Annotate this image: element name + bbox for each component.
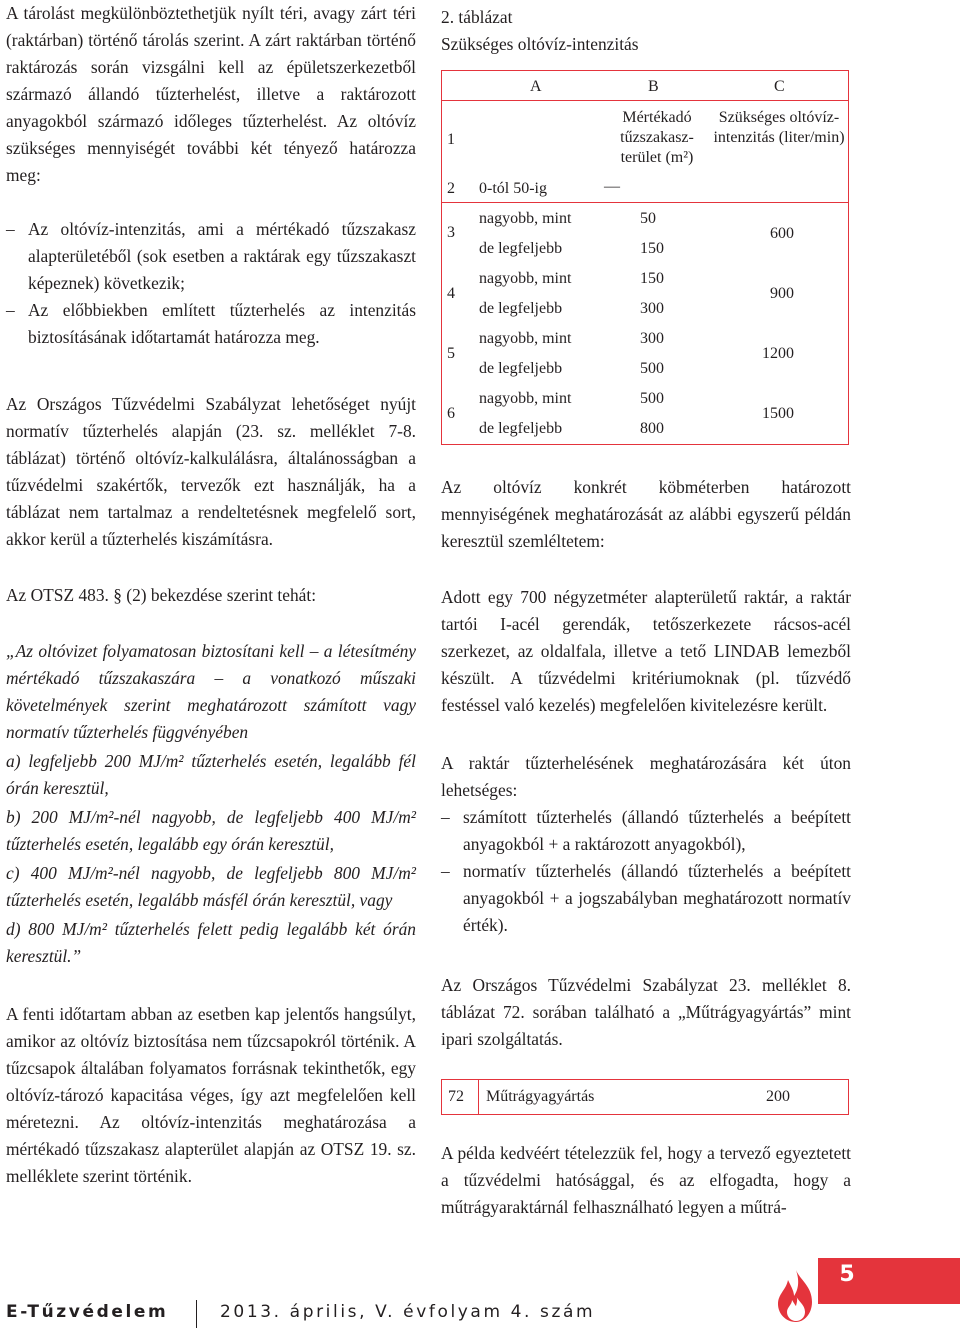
- quote-item-d: d) 800 MJ/m² tűzterhelés felett pedig legalább két órán keresztül.”: [6, 919, 416, 966]
- list-item: – számított tűzterhelés (állandó tűzterhelés a beépített anyagokból + a raktározott anyagokból),: [441, 804, 851, 858]
- header-area: Mértékadó tűzszakasz-terület (m²): [620, 109, 694, 166]
- quote-item-a: a) legfeljebb 200 MJ/m² tűzterhelés esetén, legalább fél órán keresztül,: [6, 751, 416, 798]
- row-number: 2: [447, 180, 455, 197]
- header-intensity: Szükséges oltóvíz-intenzitás (liter/min): [713, 109, 845, 146]
- otsz-row-paragraph: Az Országos Tűzvédelmi Szabályzat 23. melléklet 8. táblázat 72. sorában található a „Műtrágyagyártás” mint ipari szolgáltatás.: [441, 975, 851, 1049]
- column-letter-a: A: [530, 78, 542, 95]
- row-number: 5: [447, 345, 455, 362]
- page-number: 5: [839, 1262, 855, 1287]
- row-intensity: 600: [770, 225, 794, 242]
- quote-item-c: c) 400 MJ/m²-nél nagyobb, de legfeljebb 800 MJ/m² tűzterhelés esetén, legalább másfél órán keresztül, vagy: [6, 863, 416, 910]
- row-intensity: 1200: [762, 345, 794, 362]
- otsz-paragraph: Az Országos Tűzvédelmi Szabályzat lehetőséget nyújt normatív tűzterhelés alapján (23. sz. melléklet 7-8. táblázat) történő oltóvíz-kalkulálásra, általánosságban a tűzvédelmi szakértők, tervezők ezt használják, ha a táblázat nem tartalmaz a rendeltetésnek megfelelő sort, akkor kerül a tűzterhelés kiszámításra.: [6, 394, 416, 549]
- column-letter-b: B: [648, 78, 659, 95]
- footer-divider: [196, 1300, 197, 1328]
- row-area: —: [604, 178, 620, 195]
- row-upper-label: de legfeljebb: [479, 300, 563, 317]
- row-lower-value: 300: [640, 330, 664, 347]
- row-lower-label: nagyobb, mint: [479, 330, 572, 347]
- page-footer: [6, 1300, 766, 1330]
- example-paragraph: Adott egy 700 négyzetméter alapterületű raktár, a raktár tartói I-acél gerendák, tetőszerkezete rácsos-acél szerkezet, az oldalfala, illetve a tető LINDAB lemezből készült. A tűzvédelmi kritériumoknak (pl. tűzvédő festéssel való kezelés) megfelelően kivitelezésre került.: [441, 587, 851, 715]
- row-upper-label: de legfeljebb: [479, 240, 563, 257]
- assumption-paragraph: A példa kedvéért tételezzük fel, hogy a tervező egyeztetett a tűzvédelmi hatósággal, és az elfogadta, hogy a műtrágyaraktárnál felhasználható legyen a műtrá-: [441, 1143, 851, 1217]
- row-upper-value: 500: [640, 360, 664, 377]
- row-number: 4: [447, 285, 455, 302]
- issue-info: 2013. április, V. évfolyam 4. szám: [220, 1302, 596, 1322]
- factor-list: [6, 216, 416, 351]
- row-lower-value: 150: [640, 270, 664, 287]
- row-number: 6: [447, 405, 455, 422]
- list-item: – Az előbbiekben említett tűzterhelés az intenzitás biztosításának időtartamát határozza meg.: [6, 297, 416, 351]
- row-lower-value: 500: [640, 390, 664, 407]
- row-upper-value: 150: [640, 240, 664, 257]
- table-number: 2. táblázat: [441, 7, 513, 27]
- table-caption: [441, 4, 639, 58]
- quote-intro: „Az oltóvizet folyamatosan biztosítani kell – a létesítmény mértékadó tűzszakaszára – a vonatkozó műszaki követelmények szerint meghatározott számított vagy normatív tűzterhelés függvényében: [6, 641, 416, 742]
- row-intensity: 1500: [762, 405, 794, 422]
- column-letter-c: C: [774, 78, 785, 95]
- table-row-name: Műtrágyagyártás: [486, 1088, 595, 1105]
- otsz-reference: Az OTSZ 483. § (2) bekezdése szerint tehát:: [6, 585, 317, 605]
- quote-block: [6, 638, 416, 970]
- row-upper-value: 300: [640, 300, 664, 317]
- magazine-brand: E-Tűzvédelem: [6, 1302, 169, 1322]
- normative-table: [441, 1079, 849, 1115]
- quote-item-b: b) 200 MJ/m²-nél nagyobb, de legfeljebb 400 MJ/m² tűzterhelés esetén, legalább egy órán keresztül,: [6, 807, 416, 854]
- row-lower-label: nagyobb, mint: [479, 390, 572, 407]
- example-intro: Az oltóvíz konkrét köbméterben határozott mennyiségének meghatározását az alábbi egyszerű példán keresztül szemléltetem:: [441, 477, 851, 551]
- flame-icon: [772, 1268, 820, 1324]
- list-item: – Az oltóvíz-intenzitás, ami a mértékadó tűzszakasz alapterületéből (sok esetben a raktárak egy tűzszakaszt képeznek) következik;: [6, 216, 416, 297]
- table-row-value: 200: [766, 1088, 790, 1105]
- row-upper-label: de legfeljebb: [479, 360, 563, 377]
- list-item: – normatív tűzterhelés (állandó tűzterhelés a beépített anyagokból + a jogszabályban meghatározott normatív érték).: [441, 858, 851, 939]
- row-number: 1: [447, 131, 455, 148]
- row-number: 3: [447, 224, 455, 241]
- row-upper-value: 800: [640, 420, 664, 437]
- table-title: Szükséges oltóvíz-intenzitás: [441, 34, 639, 54]
- duration-paragraph: A fenti időtartam abban az esetben kap jelentős hangsúlyt, amikor az oltóvíz biztosítása nem tűzcsapokról történik. A tűzcsapok általában folyamatos forrásnak tekinthetők, egy oltóvíz-tározó kapacitása véges, így azt megfelelően kell méretezni. Az oltóvíz-intenzitás meghatározása a mértékadó tűzszakasz alapterület alapján az OTSZ 19. sz. melléklete szerint történik.: [6, 1004, 416, 1186]
- row-lower-label: nagyobb, mint: [479, 270, 572, 287]
- row-lower-value: 50: [640, 210, 656, 227]
- row-lower-label: nagyobb, mint: [479, 210, 572, 227]
- methods-paragraph: A raktár tűzterhelésének meghatározására két úton lehetséges: – számított tűzterhelés (állandó tűzterhelés a beépített anyagokból + a raktározott anyagokból), – normatív tűzterhelés (állandó tűzterhelés a beépített anyagokból + a jogszabályban meghatározott normatív érték).: [441, 750, 851, 939]
- table-row-number: 72: [448, 1088, 464, 1105]
- row-intensity: 900: [770, 285, 794, 302]
- intro-paragraph: A tárolást megkülönböztethetjük nyílt téri, avagy zárt téri (raktárban) történő tárolás szerint. A zárt raktárban történő raktározás során vizsgálni kell az épületszerkezetből származó állandó tűzterhelést, illetve a raktározott anyagokból származó időleges tűzterhelést. Az oltóvíz szükséges mennyiségét további két tényező határozza meg:: [6, 3, 416, 185]
- row-range: 0-tól 50-ig: [479, 180, 547, 197]
- intensity-table: [441, 70, 849, 445]
- row-upper-label: de legfeljebb: [479, 420, 563, 437]
